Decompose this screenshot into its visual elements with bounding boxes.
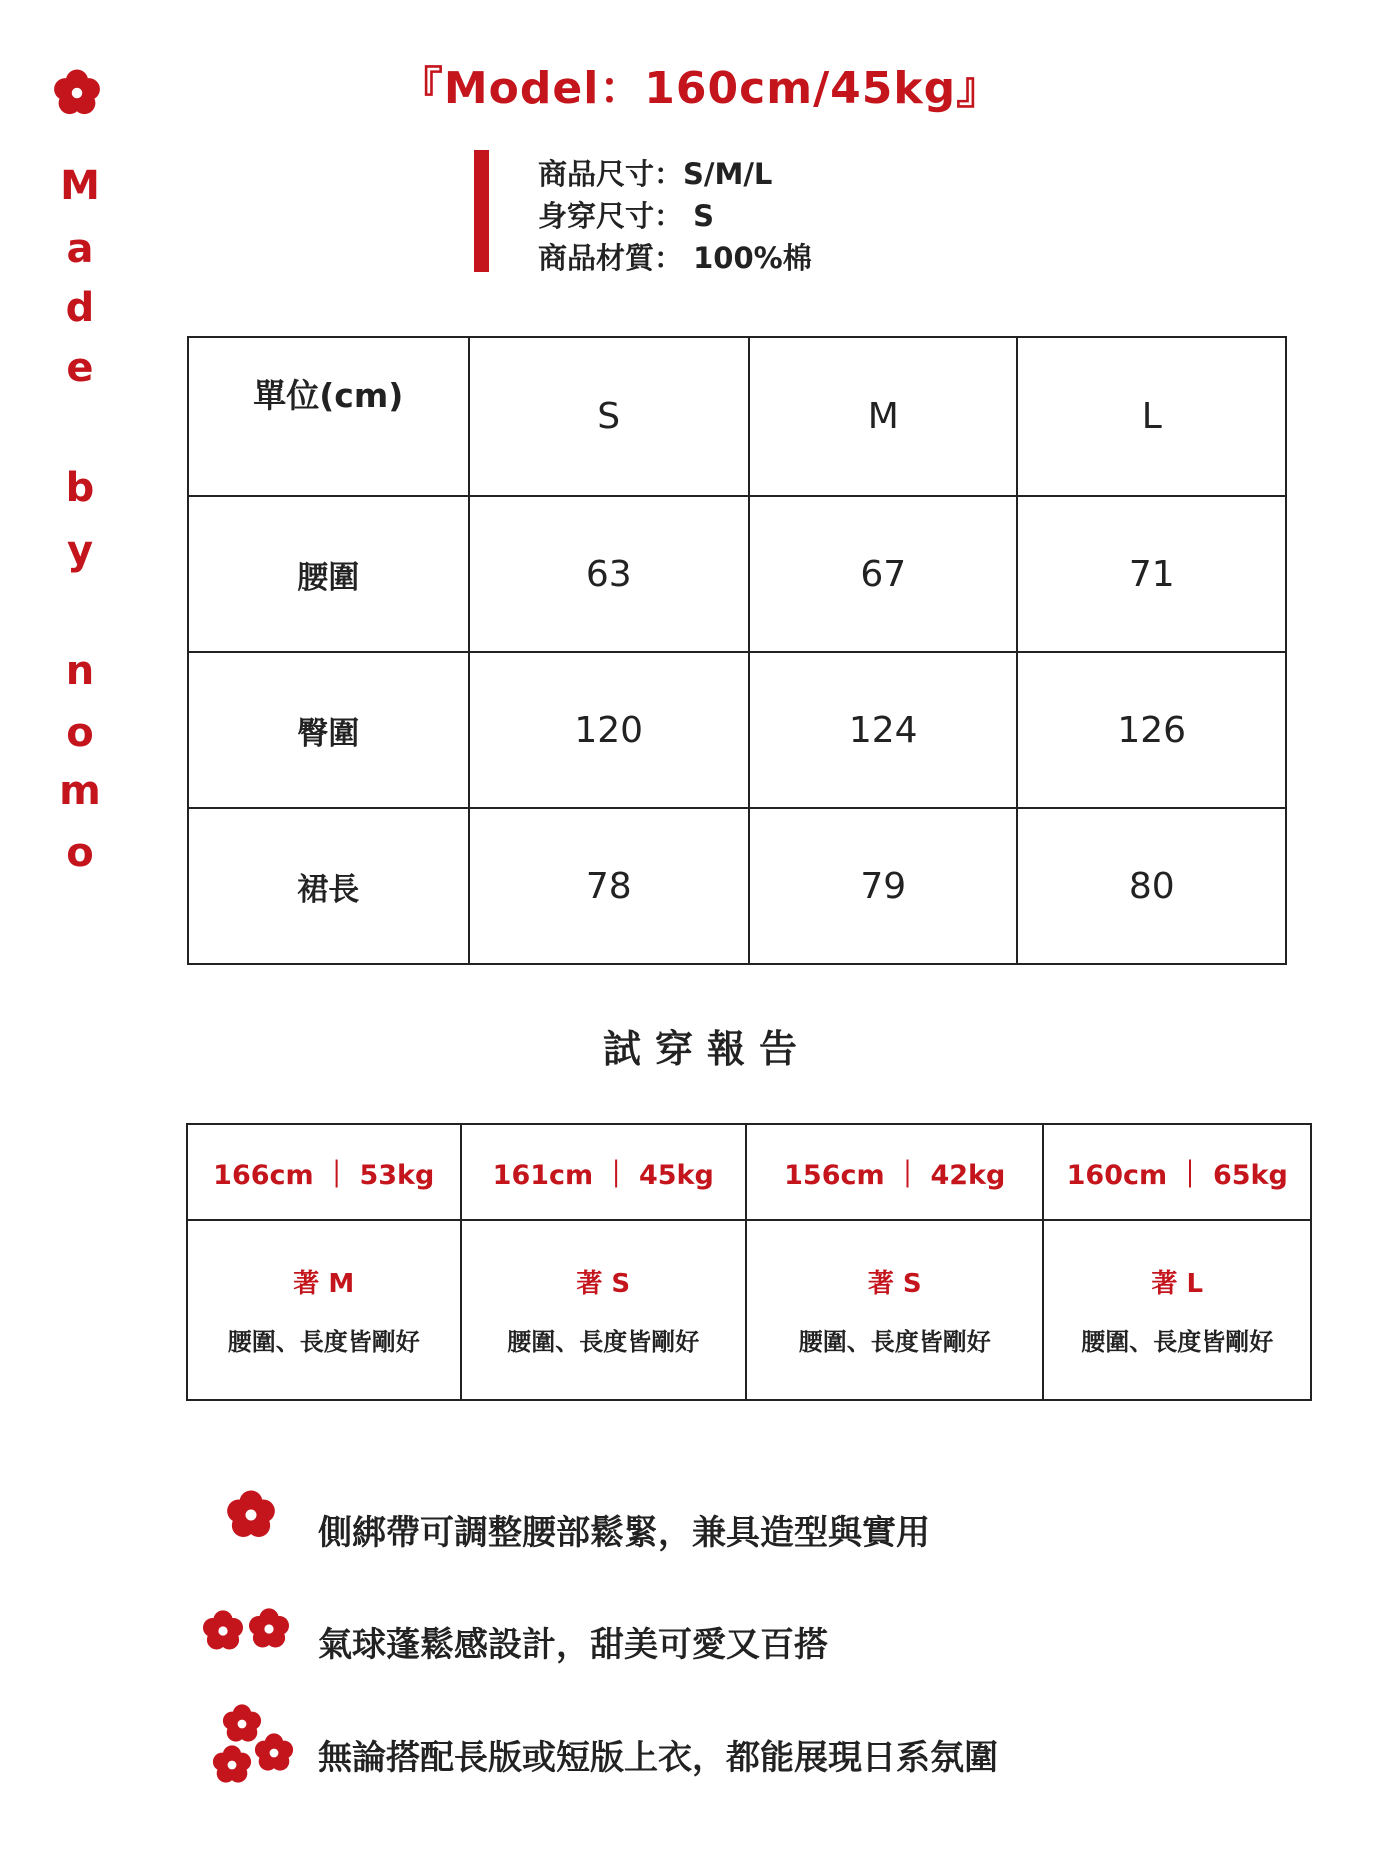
table-row [188, 496, 1286, 652]
size-table [187, 336, 1287, 965]
brand-letter: b [65, 465, 95, 511]
flower-icon [212, 1745, 252, 1785]
worn-size: 著 M [293, 1269, 355, 1299]
fit-note: 腰圍、長度皆剛好 [798, 1328, 991, 1356]
fit-report-title: 試穿報告 [602, 1027, 811, 1071]
feature-text: 無論搭配長版或短版上衣，都能展現日系氛圍 [318, 1738, 998, 1778]
table-row [188, 652, 1286, 808]
table-cell: 124 [749, 652, 1018, 808]
model-fit-cell [746, 1220, 1043, 1400]
flower-icon [202, 1610, 244, 1652]
brand-letter: e [66, 345, 94, 391]
table-cell: 63 [469, 496, 749, 652]
info-accent-bar [474, 150, 489, 272]
page-title: 『Model：160cm/45kg』 [398, 63, 1002, 114]
fit-note: 腰圍、長度皆剛好 [507, 1328, 700, 1356]
brand-letter: a [66, 226, 94, 272]
size-header: S [469, 337, 749, 496]
feature-text: 氣球蓬鬆感設計，甜美可愛又百搭 [318, 1625, 828, 1665]
brand-letter: n [65, 648, 95, 694]
worn-size: 著 L [1151, 1269, 1204, 1299]
model-fit-cell [187, 1220, 461, 1400]
unit-header: 單位(cm) [188, 337, 469, 496]
flower-icon [226, 1490, 276, 1540]
size-header: M [749, 337, 1018, 496]
table-cell: 80 [1017, 808, 1286, 964]
table-cell: 126 [1017, 652, 1286, 808]
table-cell: 120 [469, 652, 749, 808]
table-row [187, 1124, 1311, 1220]
fit-note: 腰圍、長度皆剛好 [227, 1328, 420, 1356]
table-cell: 71 [1017, 496, 1286, 652]
model-fit-cell [1043, 1220, 1311, 1400]
table-cell: 67 [749, 496, 1018, 652]
size-header: L [1017, 337, 1286, 496]
brand-letter: M [60, 163, 100, 209]
material-text: 商品材質： 100%棉 [538, 241, 812, 275]
model-stats: 156cm ｜ 42kg [746, 1124, 1043, 1220]
model-stats: 161cm ｜ 45kg [461, 1124, 746, 1220]
product-size-text: 商品尺寸：S/M/L [538, 157, 773, 191]
model-fit-cell [461, 1220, 746, 1400]
model-stats: 160cm ｜ 65kg [1043, 1124, 1311, 1220]
table-row [187, 1220, 1311, 1400]
table-cell: 79 [749, 808, 1018, 964]
brand-letter: o [66, 710, 94, 756]
brand-letter: m [59, 768, 101, 814]
worn-size-text: 身穿尺寸： S [538, 199, 714, 233]
model-stats: 166cm ｜ 53kg [187, 1124, 461, 1220]
brand-letter: o [66, 830, 94, 876]
worn-size: 著 S [867, 1269, 922, 1299]
brand-letter: y [66, 528, 94, 574]
row-label: 臀圍 [188, 652, 469, 808]
table-row [188, 808, 1286, 964]
row-label: 裙長 [188, 808, 469, 964]
feature-text: 側綁帶可調整腰部鬆緊，兼具造型與實用 [318, 1513, 930, 1553]
flower-icon [248, 1608, 290, 1650]
brand-letter: d [65, 285, 95, 331]
flower-icon [254, 1733, 294, 1773]
fit-note: 腰圍、長度皆剛好 [1081, 1328, 1274, 1356]
row-label: 腰圍 [188, 496, 469, 652]
fit-report-table [186, 1123, 1312, 1401]
worn-size: 著 S [576, 1269, 631, 1299]
table-cell: 78 [469, 808, 749, 964]
table-row [188, 337, 1286, 496]
